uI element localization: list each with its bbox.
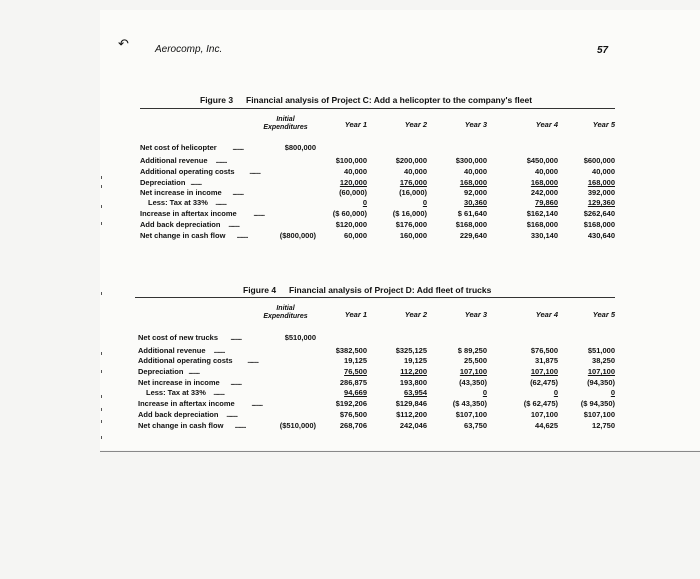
figure3-year-header: Year 3 <box>464 120 487 129</box>
margin-mark <box>101 176 102 179</box>
figure4-value-cell: 76,500 <box>344 367 367 376</box>
figure3-value-cell: $100,000 <box>335 156 367 165</box>
figure4-leader-dots: .......... <box>251 399 263 408</box>
figure4-value-cell: 242,046 <box>399 421 427 430</box>
figure4-row-label: Additional revenue <box>138 346 206 355</box>
figure4-value-cell: 38,250 <box>592 356 615 365</box>
figure3-value-cell: $ 61,640 <box>457 209 487 218</box>
figure3-leader-dots: .......... <box>253 209 265 218</box>
figure4-value-cell: 107,100 <box>530 410 558 419</box>
figure3-initial-cell: $800,000 <box>284 143 316 152</box>
figure4-value-cell: $112,200 <box>396 410 427 419</box>
figure4-value-cell: 63,750 <box>464 421 487 430</box>
margin-mark <box>101 370 102 373</box>
figure4-row-label: Add back depreciation <box>138 410 219 419</box>
figure3-row-label: Net cost of helicopter <box>140 143 217 152</box>
figure4-initial-cell: ($510,000) <box>279 421 316 430</box>
figure4-year-header: Year 2 <box>404 310 427 319</box>
figure3-value-cell: $168,000 <box>455 220 487 229</box>
figure3-value-cell: $300,000 <box>455 156 487 165</box>
figure4-value-cell: 44,625 <box>535 421 558 430</box>
figure3-value-cell: 92,000 <box>464 188 487 197</box>
figure3-value-cell: 60,000 <box>344 231 367 240</box>
figure3-leader-dots: .......... <box>215 156 227 165</box>
figure4-value-cell: 107,100 <box>459 367 487 376</box>
figure4-value-cell: 12,750 <box>592 421 615 430</box>
figure3-value-cell: 79,860 <box>535 198 558 207</box>
figure3-leader-dots: .......... <box>215 198 227 207</box>
figure4-leader-dots: .......... <box>226 410 238 419</box>
figure3-value-cell: 40,000 <box>535 167 558 176</box>
figure3-value-cell: 168,000 <box>587 178 615 187</box>
figure3-top-rule <box>140 108 615 109</box>
figure3-row-label: Increase in aftertax income <box>140 209 237 218</box>
figure4-row-label: Additional operating costs <box>138 356 233 365</box>
figure3-value-cell: 30,360 <box>464 198 487 207</box>
figure3-value-cell: ($ 60,000) <box>332 209 367 218</box>
figure3-value-cell: 40,000 <box>592 167 615 176</box>
figure4-leader-dots: .......... <box>188 367 200 376</box>
chapter-glyph-icon: ↶ <box>118 36 129 51</box>
figure3-value-cell: $162,140 <box>526 209 558 218</box>
figure4-value-cell: 31,875 <box>535 356 558 365</box>
figure4-value-cell: $107,100 <box>583 410 615 419</box>
figure4-row-label: Net change in cash flow <box>138 421 224 430</box>
page-bottom-rule <box>100 451 700 452</box>
margin-mark <box>101 205 102 208</box>
figure3-row-label: Additional revenue <box>140 156 208 165</box>
figure4-value-cell: (43,350) <box>459 378 487 387</box>
figure4-caption-title: Financial analysis of Project D: Add fleet of trucks <box>289 285 492 295</box>
figure3-row-label: Net increase in income <box>140 188 222 197</box>
figure4-leader-dots: .......... <box>230 378 242 387</box>
figure3-leader-dots: .......... <box>190 178 202 187</box>
figure3-value-cell: 330,140 <box>530 231 558 240</box>
figure4-value-cell: ($ 94,350) <box>580 399 615 408</box>
figure3-value-cell: $600,000 <box>583 156 615 165</box>
figure3-row-label: Add back depreciation <box>140 220 221 229</box>
figure3-col-initial: Initial Expenditures <box>263 116 308 131</box>
figure3-value-cell: 40,000 <box>464 167 487 176</box>
figure4-year-header: Year 4 <box>535 310 558 319</box>
figure4-value-cell: $129,846 <box>395 399 427 408</box>
figure4-value-cell: 193,800 <box>399 378 427 387</box>
figure3-year-header: Year 5 <box>592 120 615 129</box>
figure4-value-cell: ($ 43,350) <box>452 399 487 408</box>
figure4-value-cell: 25,500 <box>464 356 487 365</box>
figure4-leader-dots: .......... <box>230 333 242 342</box>
margin-mark <box>101 292 102 295</box>
figure3-value-cell: (60,000) <box>339 188 367 197</box>
figure3-value-cell: $262,640 <box>583 209 615 218</box>
figure4-col-initial: Initial Expenditures <box>263 305 308 320</box>
figure4-caption-label: Figure 4 <box>243 285 277 295</box>
figure4-value-cell: ($ 62,475) <box>523 399 558 408</box>
figure4-value-cell: 286,875 <box>339 378 367 387</box>
figure4-value-cell: 94,669 <box>344 388 367 397</box>
figure4-value-cell: 19,125 <box>404 356 427 365</box>
figure3-value-cell: ($ 16,000) <box>392 209 427 218</box>
figure3-row-label: Depreciation <box>140 178 186 187</box>
figure3-caption-title: Financial analysis of Project C: Add a helicopter to the company's fleet <box>246 95 533 105</box>
figure4-value-cell: (94,350) <box>587 378 615 387</box>
figure4-row-label: Less: Tax at 33% <box>146 388 206 397</box>
figure4-value-cell: 0 <box>482 388 487 397</box>
figure4-year-header: Year 5 <box>592 310 615 319</box>
figure4-year-header: Year 3 <box>464 310 487 319</box>
figure3-value-cell: 0 <box>422 198 427 207</box>
figure3-value-cell: (16,000) <box>399 188 427 197</box>
margin-mark <box>101 436 102 439</box>
figure3-leader-dots: .......... <box>249 167 261 176</box>
figure3-leader-dots: .......... <box>232 143 244 152</box>
margin-mark <box>101 185 102 188</box>
figure4-leader-dots: .......... <box>213 346 225 355</box>
figure4-leader-dots: .......... <box>213 388 225 397</box>
figure3-value-cell: 168,000 <box>459 178 487 187</box>
figure3-value-cell: 392,000 <box>587 188 615 197</box>
margin-mark <box>101 420 102 423</box>
figure4-value-cell: 0 <box>553 388 558 397</box>
figure4-leader-dots: .......... <box>234 421 246 430</box>
figure4-value-cell: $107,100 <box>455 410 487 419</box>
figure3-initial-cell: ($800,000) <box>279 231 316 240</box>
figure3-leader-dots: .......... <box>232 188 244 197</box>
figure3-value-cell: $176,000 <box>395 220 427 229</box>
figure3-value-cell: 229,640 <box>459 231 487 240</box>
figure3-caption-label: Figure 3 <box>200 95 234 105</box>
figure4-value-cell: 268,706 <box>339 421 367 430</box>
figure3-value-cell: 40,000 <box>344 167 367 176</box>
figure3-leader-dots: .......... <box>236 231 248 240</box>
figure4-value-cell: $51,000 <box>587 346 615 355</box>
figure4-value-cell: $ 89,250 <box>457 346 487 355</box>
figure3-value-cell: 168,000 <box>530 178 558 187</box>
figure3-value-cell: 160,000 <box>399 231 427 240</box>
figure4-value-cell: (62,475) <box>530 378 558 387</box>
figure4-year-header: Year 1 <box>344 310 367 319</box>
page-number: 57 <box>597 45 609 56</box>
figure3-value-cell: 0 <box>362 198 367 207</box>
figure4-value-cell: 107,100 <box>587 367 615 376</box>
publisher-header: Aerocomp, Inc. <box>155 44 223 55</box>
figure3-row-label: Less: Tax at 33% <box>148 198 208 207</box>
margin-mark <box>101 408 102 411</box>
figure3-leader-dots: .......... <box>228 220 240 229</box>
figure3-value-cell: 176,000 <box>399 178 427 187</box>
figure4-value-cell: 0 <box>610 388 615 397</box>
figure3-value-cell: 120,000 <box>339 178 367 187</box>
figure4-row-label: Net increase in income <box>138 378 220 387</box>
figure3-value-cell: 430,640 <box>587 231 615 240</box>
figure3-value-cell: 40,000 <box>404 167 427 176</box>
figure3-value-cell: $200,000 <box>395 156 427 165</box>
figure4-row-label: Increase in aftertax income <box>138 399 235 408</box>
figure3-value-cell: 129,360 <box>587 198 615 207</box>
figure4-row-label: Depreciation <box>138 367 184 376</box>
figure3-row-label: Net change in cash flow <box>140 231 226 240</box>
figure4-value-cell: $76,500 <box>530 346 558 355</box>
figure4-value-cell: 63,954 <box>404 388 427 397</box>
figure4-value-cell: $382,500 <box>335 346 367 355</box>
margin-mark <box>101 395 102 398</box>
figure3-year-header: Year 4 <box>535 120 558 129</box>
figure3-year-header: Year 1 <box>344 120 367 129</box>
figure4-initial-cell: $510,000 <box>284 333 316 342</box>
figure3-value-cell: $168,000 <box>526 220 558 229</box>
figure4-value-cell: 107,100 <box>530 367 558 376</box>
figure4-value-cell: 19,125 <box>344 356 367 365</box>
margin-mark <box>101 352 102 355</box>
figure3-value-cell: 242,000 <box>530 188 558 197</box>
margin-mark <box>101 222 102 225</box>
figure3-value-cell: $450,000 <box>526 156 558 165</box>
figure3-value-cell: $168,000 <box>583 220 615 229</box>
figure4-row-label: Net cost of new trucks <box>138 333 219 342</box>
figure4-value-cell: $76,500 <box>339 410 367 419</box>
figure4-value-cell: $325,125 <box>395 346 427 355</box>
figure4-value-cell: 112,200 <box>400 367 427 376</box>
figure3-row-label: Additional operating costs <box>140 167 235 176</box>
figure3-value-cell: $120,000 <box>335 220 367 229</box>
figure4-value-cell: $192,206 <box>335 399 367 408</box>
figure4-top-rule <box>135 297 615 298</box>
figure4-leader-dots: .......... <box>247 356 259 365</box>
figure3-year-header: Year 2 <box>404 120 427 129</box>
